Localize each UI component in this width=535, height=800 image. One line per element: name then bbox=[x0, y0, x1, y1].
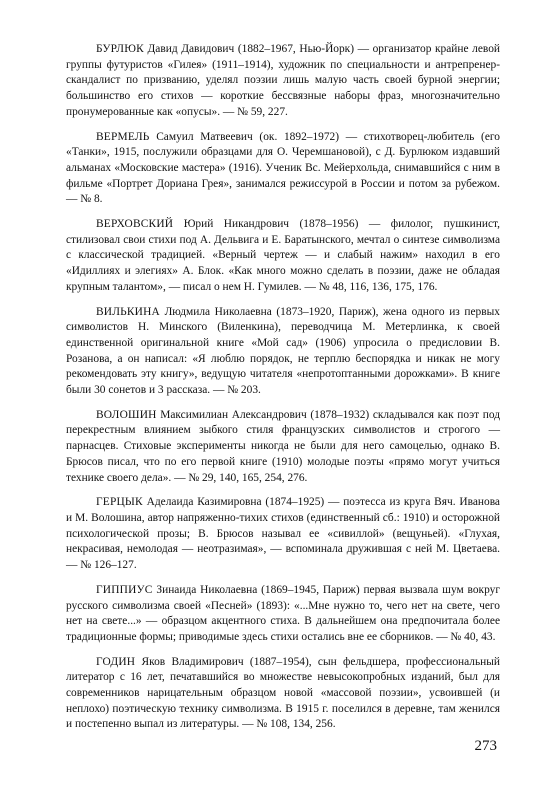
entry-text: Самуил Матвеевич (ок. 1892–1972) — стихотворец-любитель (его «Танки», 1915, послужили образцами для О. Черемшановой), с Д. Бурлюком издавший альманах «Московские мастера» (1916). Ученик Вс. Мейерхольда, снимавшийся с ним в фильме «Портрет Дориана Грея», занимался режиссурой в России и потом за рубежом. — № 8. bbox=[66, 130, 500, 206]
page-number: 273 bbox=[474, 738, 497, 754]
entry-text: Аделаида Казимировна (1874–1925) — поэтесса из круга Вяч. Иванова и М. Волошина, автор напряженно-тихих стихов (единственный сб.: 1910) и осторожной психологической прозы; В. Брюсов называл ее «сивиллой» (вещуньей). «Глухая, некрасивая, немолодая — неотразимая», — вспоминала дружившая с ней М. Цветаева. — № 126–127. bbox=[66, 496, 500, 572]
entry-name: ВИЛЬКИНА bbox=[96, 305, 160, 318]
entry-gippius bbox=[66, 583, 500, 646]
entry-text: Людмила Николаевна (1873–1920, Париж), жена одного из первых символистов Н. Минского (Виленкина), переводчица М. Метерлинка, к своей единственной оригинальной книге «Мой сад» (1906) упросила о предисловии В. Розанова, а он написал: «Я люблю порядок, не терплю беспорядка и никак не могу рекомендовать эту книгу», ведущую читателя «непротоптанными дорожками». В книге были 30 сонетов и 3 рассказа. — № 203. bbox=[66, 305, 500, 397]
entry-name: ГЕРЦЫК bbox=[96, 496, 143, 509]
entry-verkhovsky bbox=[66, 217, 500, 296]
entry-burlyuk bbox=[66, 42, 500, 121]
entry-text: Максимилиан Александрович (1878–1932) складывался как поэт под перекрестным влиянием зыбкого стиля французских символистов и строгого — парнасцев. Стиховые эксперименты никогда не были для него самоцелью, однако В. Брюсов писал, что по его первой книге (1910) молодые поэты «прямо могут учиться технике своего дела». — № 29, 140, 165, 254, 276. bbox=[66, 408, 500, 484]
entry-godin bbox=[66, 655, 500, 734]
entry-name: ГИППИУС bbox=[96, 583, 153, 596]
entry-name: ВОЛОШИН bbox=[96, 408, 157, 421]
entry-gertsyk bbox=[66, 495, 500, 574]
entry-text: Давид Давидович (1882–1967, Нью-Йорк) — организатор крайне левой группы футуристов «Гилея» (1911–1914), художник по специальности и антрепренер-скандалист по призванию, уделял поэзии лишь малую часть своей бурной энергии; большинство его стихов — короткие бессвязные наборы фраз, многозначительно пронумерованные как «опусы». — № 59, 227. bbox=[66, 43, 500, 118]
entry-name: ВЕРХОВСКИЙ bbox=[96, 218, 174, 231]
entry-name: ВЕРМЕЛЬ bbox=[96, 130, 150, 143]
entry-voloshin bbox=[66, 408, 500, 487]
entries-list bbox=[66, 42, 500, 742]
entry-name: БУРЛЮК bbox=[96, 43, 144, 55]
entry-vermel bbox=[66, 130, 500, 209]
entry-text: Зинаида Николаевна (1869–1945, Париж) первая вызвала шум вокруг русского символизма своей «Песней» (1893): «...Мне нужно то, чего нет на свете, чего нет на свете...» — образцом акцентного стиха. В дальнейшем она предпочитала более традиционные формы; приводимые здесь стихи остались вне ее сборников. — № 40, 43. bbox=[66, 583, 500, 643]
entry-name: ГОДИН bbox=[96, 655, 136, 668]
entry-text: Яков Владимирович (1887–1954), сын фельдшера, профессиональный литератор с 16 лет, печатавшийся во множестве невысокопробных изданий, был для современников нарицательным образцом новой «массовой поэзии», усвоившей (и неплохо) поэтическую технику символизма. В 1915 г. поселился в деревне, там женился и постепенно выпал из литературы. — № 108, 134, 256. bbox=[66, 655, 500, 731]
entry-text: Юрий Никандрович (1878–1956) — филолог, пушкинист, стилизовал свои стихи под А. Дельвига и Е. Баратынского, мечтал о синтезе символизма с классической традицией. «Верный чертеж — и слабый нажим» находил в его «Идиллиях и элегиях» А. Блок. «Как много можно сделать в поэзии, даже не обладая крупным талантом», — писал о нем Н. Гумилев. — № 48, 116, 136, 175, 176. bbox=[66, 218, 500, 293]
entry-vilkina bbox=[66, 305, 500, 399]
